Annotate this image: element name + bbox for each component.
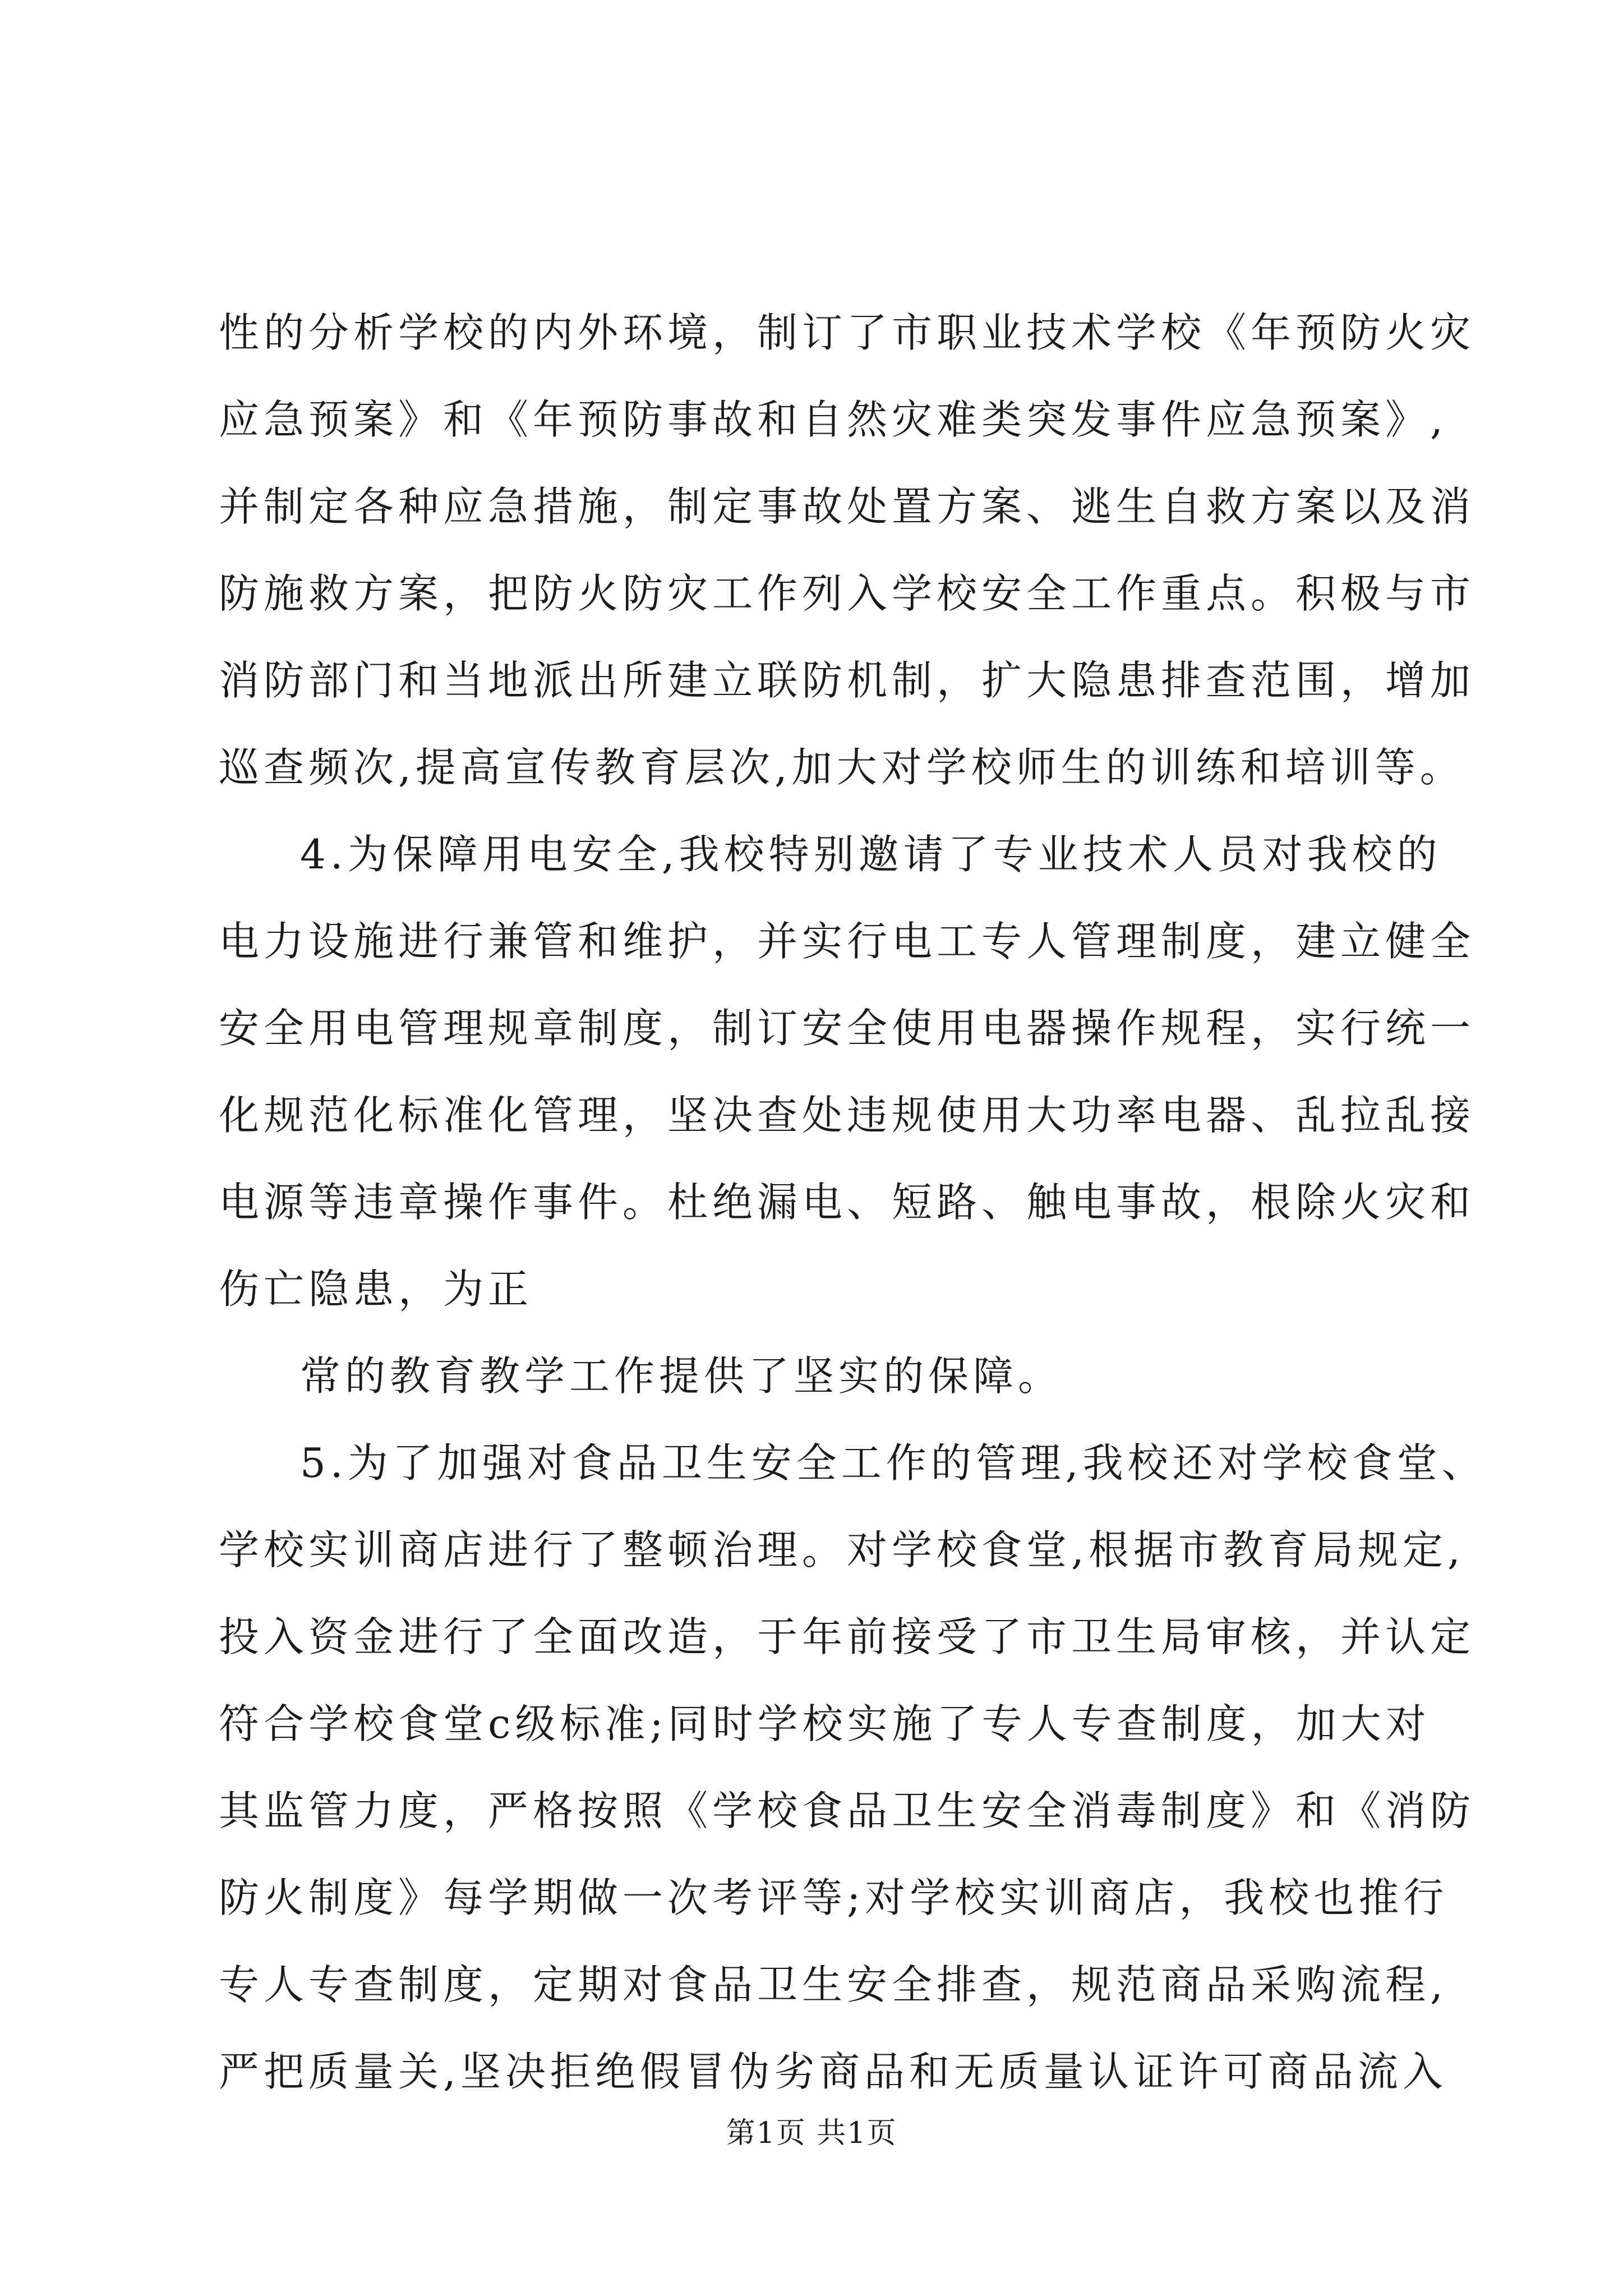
page-number-footer: 第1页 共1页 — [726, 2116, 897, 2150]
text-line: 严把质量关,坚决拒绝假冒伪劣商品和无质量认证许可商品流入 — [219, 2048, 1447, 2095]
text-line: 电力设施进行兼管和维护，并实行电工专人管理制度，建立健全 — [219, 918, 1476, 965]
text-line: 并制定各种应急措施，制定事故处置方案、逃生自救方案以及消 — [219, 483, 1476, 530]
text-line: 消防部门和当地派出所建立联防机制，扩大隐患排查范围，增加 — [219, 657, 1476, 704]
text-line: 性的分析学校的内外环境，制订了市职业技术学校《年预防火灾 — [219, 309, 1476, 356]
text-line: 5.为了加强对食品卫生安全工作的管理,我校还对学校食堂、 — [300, 1439, 1487, 1487]
text-line: 化规范化标准化管理，坚决查处违规使用大功率电器、乱拉乱接 — [219, 1092, 1476, 1139]
text-line: 巡查频次,提高宣传教育层次,加大对学校师生的训练和培训等。 — [219, 744, 1465, 791]
text-line: 电源等违章操作事件。杜绝漏电、短路、触电事故，根除火灾和 — [219, 1179, 1476, 1226]
text-line: 防火制度》每学期做一次考评等;对学校实训商店，我校也推行 — [219, 1874, 1449, 1921]
text-line: 投入资金进行了全面改造，于年前接受了市卫生局审核，并认定 — [219, 1613, 1476, 1660]
text-line: 防施救方案，把防火防灾工作列入学校安全工作重点。积极与市 — [219, 570, 1476, 617]
text-line: 学校实训商店进行了整顿治理。对学校食堂,根据市教育局规定, — [219, 1526, 1465, 1573]
text-line: 常的教育教学工作提供了坚实的保障。 — [300, 1352, 1063, 1400]
text-line: 其监管力度，严格按照《学校食品卫生安全消毒制度》和《消防 — [219, 1787, 1476, 1834]
text-line: 专人专查制度，定期对食品卫生安全排查，规范商品采购流程, — [219, 1961, 1447, 2008]
text-line: 符合学校食堂c级标准;同时学校实施了专人专查制度，加大对 — [219, 1700, 1431, 1747]
text-line: 4.为保障用电安全,我校特别邀请了专业技术人员对我校的 — [300, 831, 1442, 878]
text-line: 应急预案》和《年预防事故和自然灾难类突发事件应急预案》, — [219, 396, 1447, 443]
text-line: 安全用电管理规章制度，制订安全使用电器操作规程，实行统一 — [219, 1005, 1476, 1052]
text-line: 伤亡隐患，为正 — [219, 1266, 533, 1313]
